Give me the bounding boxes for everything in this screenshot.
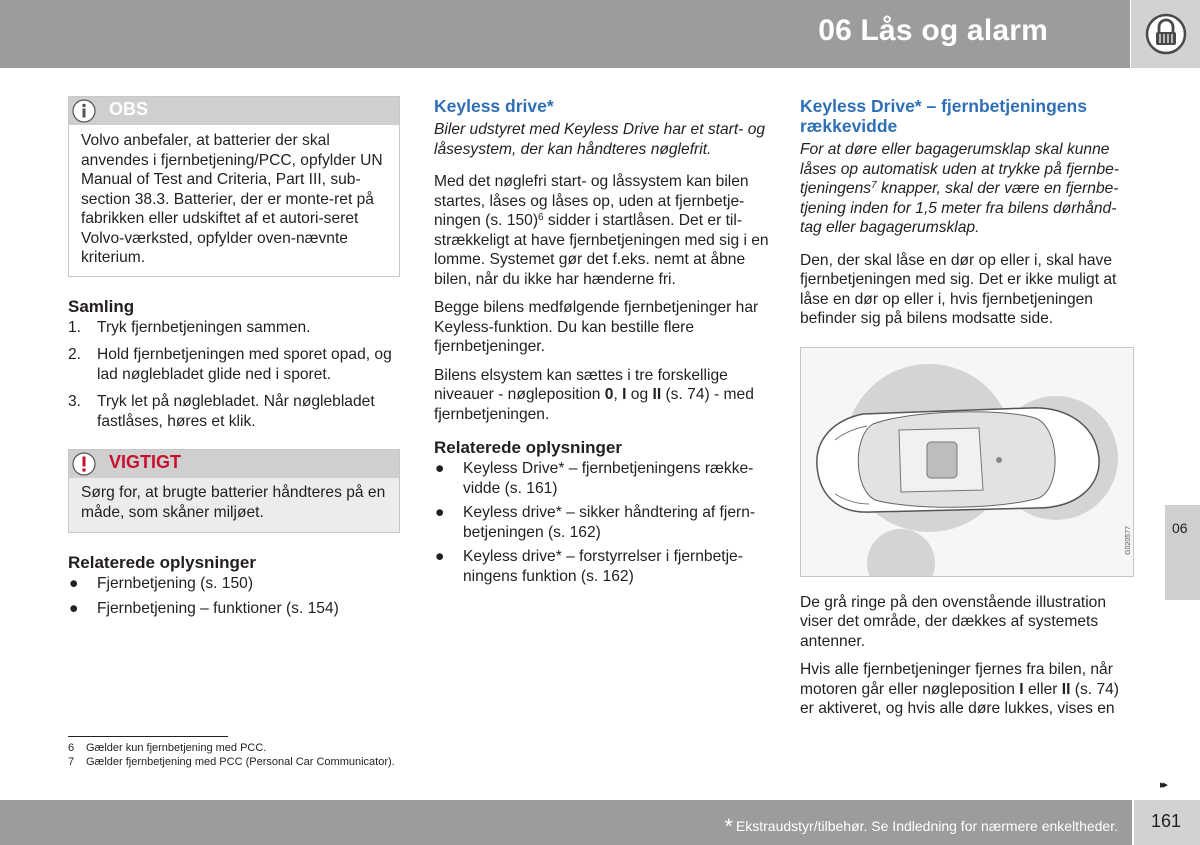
footer-note: * Ekstraudstyr/tilbehør. Se Indledning for nærmere enkeltheder. xyxy=(724,814,1118,839)
footnote: 6 Gælder kun fjernbetjening med PCC. xyxy=(68,742,267,754)
related-link[interactable]: ● Fjernbetjening – funktioner (s. 154) xyxy=(69,599,339,617)
vigtigt-text: Sørg for, at brugte batterier håndteres på en måde, som skåner miljøet. xyxy=(69,478,399,532)
samling-heading: Samling xyxy=(68,296,135,316)
warning-icon xyxy=(72,452,96,476)
obs-label: OBS xyxy=(109,99,149,119)
chapter-side-tab[interactable]: 06 xyxy=(1165,505,1200,600)
vigtigt-label: VIGTIGT xyxy=(109,452,181,472)
footnote-divider xyxy=(68,736,228,737)
related-link[interactable]: ● Keyless drive* – forstyrrelser i fjernbetje-ningens funktion (s. 162) xyxy=(435,548,743,585)
page-footer xyxy=(0,800,1132,845)
range-illustration xyxy=(800,347,1134,577)
section-title: Keyless drive* xyxy=(434,96,554,116)
related-heading: Relaterede oplysninger xyxy=(434,438,623,457)
list-item: 3. Tryk let på nøglebladet. Når nøglebladet fastlåses, høres et klik. xyxy=(68,393,375,430)
obs-text: Volvo anbefaler, at batterier der skal anvendes i fjernbetjening/PCC, opfylder UN Manual of Test and Criteria, Part III, sub-section 38.3. Batterier, der er monte-ret på fabrikken eller udskiftet af et autori-seret Volvo-værksted, opfylder oven-nævnte kriterium. xyxy=(81,132,383,266)
footnote: 7 Gælder fjernbetjening med PCC (Personal Car Communicator). xyxy=(68,756,395,768)
section-title: Keyless Drive* – fjernbetjeningens rækkevidde xyxy=(800,96,1087,136)
footnote-ref[interactable]: 6 xyxy=(538,212,544,223)
obs-header xyxy=(69,97,399,125)
paragraph: De grå ringe på den ovenstående illustration viser det område, der dækkes af systemets antenner. xyxy=(800,593,1107,650)
list-item: 2. Hold fjernbetjeningen med sporet opad, og lad nøglebladet glide ned i sporet. xyxy=(68,346,392,383)
paragraph: Hvis alle fjernbetjeninger fjernes fra bilen, når motoren går eller nøgleposition I eller II (s. 74) er aktiveret, og hvis alle døre lukkes, vises en xyxy=(800,661,1119,717)
paragraph: Den, der skal låse en dør op eller i, skal have fjernbetjeningen med sig. Det er ikke muligt at låse en dør op eller i, hvis fjernbetjeningen befinder sig på bilens modsatte side. xyxy=(800,251,1117,327)
samling-steps xyxy=(68,318,400,432)
chapter-title: 06 Lås og alarm xyxy=(818,14,1048,47)
related-list xyxy=(68,574,400,618)
lock-icon xyxy=(1145,13,1187,55)
info-icon xyxy=(72,99,96,123)
footnote-ref[interactable]: 7 xyxy=(871,180,877,191)
page-header xyxy=(0,0,1130,68)
related-heading: Relaterede oplysninger xyxy=(68,553,257,572)
car-top-view-image xyxy=(801,348,1134,577)
related-link[interactable]: ● Keyless drive* – sikker håndtering af fjern-betjeningen (s. 162) xyxy=(435,504,756,541)
column-3 xyxy=(800,96,1135,728)
paragraph: Begge bilens medfølgende fjernbetjeninger har Keyless-funktion. Du kan bestille flere fjernbetjeninger. xyxy=(434,299,759,355)
paragraph: Med det nøglefri start- og låssystem kan bilen startes, låses og låses op, uden at fjernbetje-ningen (s. 150)$^6$ sidder i startlåsen. Det er til-strækkeligt at have fjernbetjeningen med sig i en lomme. Systemet gør det f.eks. nemt at åbne bilen, når du ikke har hænderne fri. xyxy=(434,173,769,288)
chapter-icon-box xyxy=(1131,0,1200,68)
obs-box xyxy=(68,96,400,277)
page-number-box xyxy=(1134,800,1200,845)
vigtigt-box xyxy=(68,449,400,533)
page-number: 161 xyxy=(1151,811,1182,831)
illustration-code: G020577 xyxy=(1125,525,1132,555)
intro-text: For at døre eller bagagerumsklap skal kunne låses op automatisk uden at trykke på fjernbe-tjeningens$^7$ knapper, skal der være en fjernbe-tjening inden for 1,5 meter fra bilens dørhånd-tag eller bagagerumsklap. xyxy=(800,141,1119,236)
column-2 xyxy=(434,96,770,591)
list-item: 1. Tryk fjernbetjeningen sammen. xyxy=(68,318,311,336)
related-link[interactable]: ● Fjernbetjening (s. 150) xyxy=(69,575,254,592)
vigtigt-header xyxy=(69,450,399,478)
related-list xyxy=(434,459,770,586)
related-link[interactable]: ● Keyless Drive* – fjernbetjeningens række-vidde (s. 161) xyxy=(435,460,754,497)
continue-arrow-icon: ▸▸ xyxy=(1160,779,1166,791)
paragraph: Bilens elsystem kan sættes i tre forskellige niveauer - nøgleposition 0, I og II (s. 74) - med fjernbetjeningen. xyxy=(434,366,754,423)
column-1 xyxy=(68,96,400,623)
intro-text: Biler udstyret med Keyless Drive har et start- og låsesystem, der kan håndteres nøglefrit. xyxy=(434,121,766,158)
